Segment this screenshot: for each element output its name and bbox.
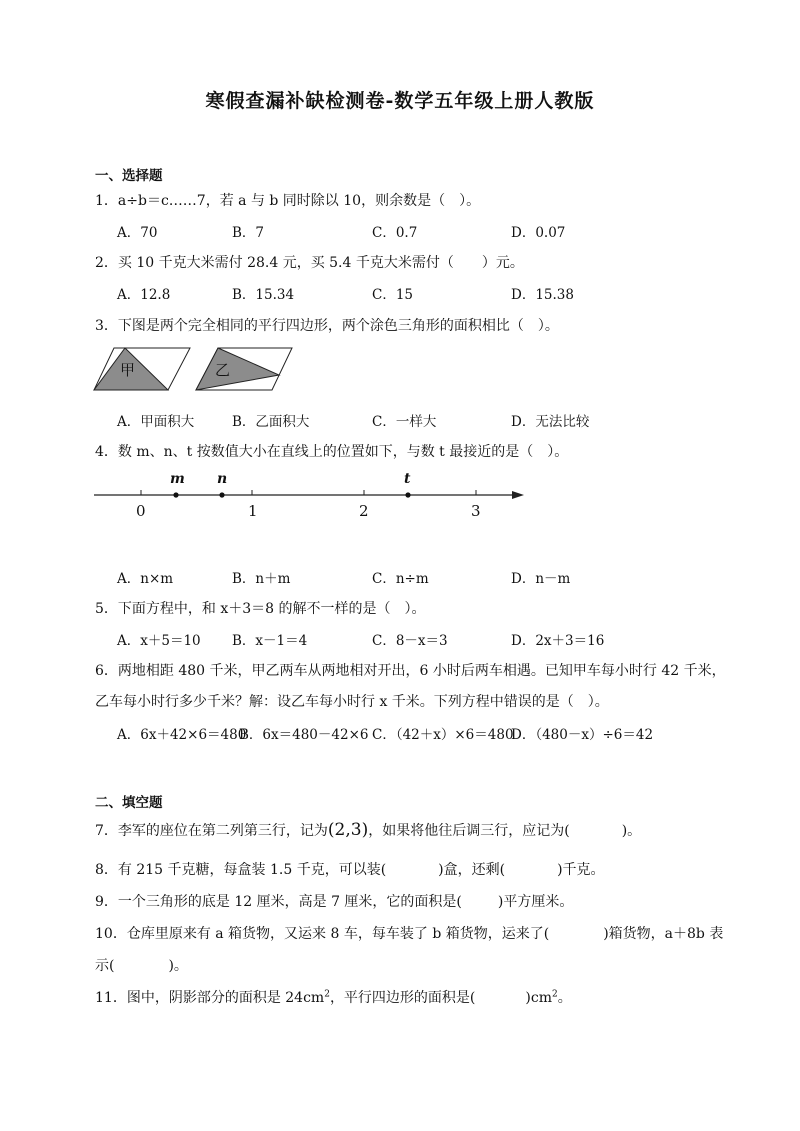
question-1: 1．a÷b＝c……7，若 a 与 b 同时除以 10，则余数是（ ）。 [95,193,481,209]
question-4: 4．数 m、n、t 按数值大小在直线上的位置如下，与数 t 最接近的是（ ）。 [95,444,569,460]
question-2: 2．买 10 千克大米需付 28.4 元，买 5.4 千克大米需付（ ）元。 [95,255,524,271]
question-1-options [0,221,800,241]
q10-text-b: )箱货物，a＋8b 表 [603,926,724,942]
question-3: 3．下图是两个完全相同的平行四边形，两个涂色三角形的面积相比（ ）。 [95,318,559,334]
q7-text-a: 7．李军的座位在第二列第三行，记为 [95,823,328,839]
question-7 [95,820,641,840]
option-b: B．6x＝480－42×6 [239,727,369,743]
number-line-arrow [512,491,524,499]
option-b: B．x－1＝4 [232,633,308,649]
option-d: D．n－m [511,571,571,587]
question-9 [95,891,573,911]
label-t: t [404,471,411,487]
question-5: 5．下面方程中，和 x＋3＝8 的解不一样的是（ ）。 [95,601,426,617]
q11-sup-1: 2 [324,989,330,1000]
q7-text-b: ，如果将他往后调三行，应记为( [368,823,570,839]
section-heading-choice: 一、选择题 [95,168,163,184]
q11-text-a: 11．图中，阴影部分的面积是 24cm [95,990,325,1006]
option-c: C．n÷m [372,571,429,587]
question-10-line-2 [95,955,188,975]
option-a: A．6x＋42×6＝480 [117,727,247,743]
q11-text-b: ，平行四边形的面积是( [329,990,476,1006]
option-d: D．（480－x）÷6＝42 [511,727,654,743]
label-n: n [217,471,228,487]
label-m: m [170,471,185,487]
q10-text-d: )。 [168,958,188,974]
option-b: B．7 [232,225,265,241]
question-5-options [0,629,800,649]
option-d: D．15.38 [511,287,574,303]
q7-coord: (2,3) [327,820,369,840]
q10-text-a: 10．仓库里原来有 a 箱货物，又运来 8 车，每车装了 b 箱货物，运来了( [95,926,550,942]
q11-sup-2: 2 [551,989,558,1000]
point-n [219,492,224,497]
question-6-line-1: 6．两地相距 480 千米，甲乙两车从两地相对开出，6 小时后两车相遇。已知甲车每小时行 42 千米， [95,663,726,679]
question-3-options [0,410,800,430]
option-d: D．0.07 [511,225,566,241]
question-2-options [0,283,800,303]
q10-text-c: 示( [95,958,115,974]
label-jia: 甲 [120,361,136,379]
option-c: C．一样大 [372,414,437,430]
question-4-options [0,567,800,587]
q9-text-a: 9．一个三角形的底是 12 厘米，高是 7 厘米，它的面积是( [95,894,462,910]
q8-text-c: )千克。 [557,862,605,878]
option-c: C．8－x＝3 [372,633,448,649]
tick-label-0: 0 [136,502,146,520]
parallelogram-figure [92,346,307,394]
question-6-options [0,723,800,743]
option-b: B．15.34 [232,287,295,303]
tick-label-1: 1 [248,502,258,520]
tick-label-2: 2 [359,502,369,520]
option-a: A．n×m [117,571,174,587]
q8-text-b: )盒，还剩( [438,862,506,878]
option-a: A．12.8 [117,287,171,303]
option-d: D．无法比较 [511,414,590,430]
label-yi: 乙 [215,361,231,379]
tick-label-3: 3 [471,502,481,520]
question-8 [95,859,605,879]
q11-text-c: )cm [525,990,552,1006]
q7-text-c: )。 [621,823,642,839]
q11-text-d: 。 [557,990,572,1006]
option-a: A．甲面积大 [117,414,195,430]
option-c: C．0.7 [372,225,418,241]
point-t [405,492,410,497]
option-b: B．乙面积大 [232,414,310,430]
question-10-line-1 [95,923,723,943]
option-a: A．70 [117,225,158,241]
option-d: D．2x＋3＝16 [511,633,605,649]
q9-text-b: )平方厘米。 [497,894,574,910]
option-c: C．15 [372,287,414,303]
number-line [92,465,532,525]
option-b: B．n＋m [232,571,291,587]
question-6-line-2: 乙车每小时行多少千米？解：设乙车每小时行 x 千米。下列方程中错误的是（ ）。 [95,694,609,710]
page-title: 寒假查漏补缺检测卷-数学五年级上册人教版 [205,90,595,112]
point-m [173,492,178,497]
option-a: A．x＋5＝10 [117,633,201,649]
question-11 [95,987,572,1007]
q8-text-a: 8．有 215 千克糖，每盒装 1.5 千克，可以装( [95,862,387,878]
option-c: C．（42＋x）×6＝480 [372,727,514,743]
section-heading-fill: 二、填空题 [95,795,163,811]
